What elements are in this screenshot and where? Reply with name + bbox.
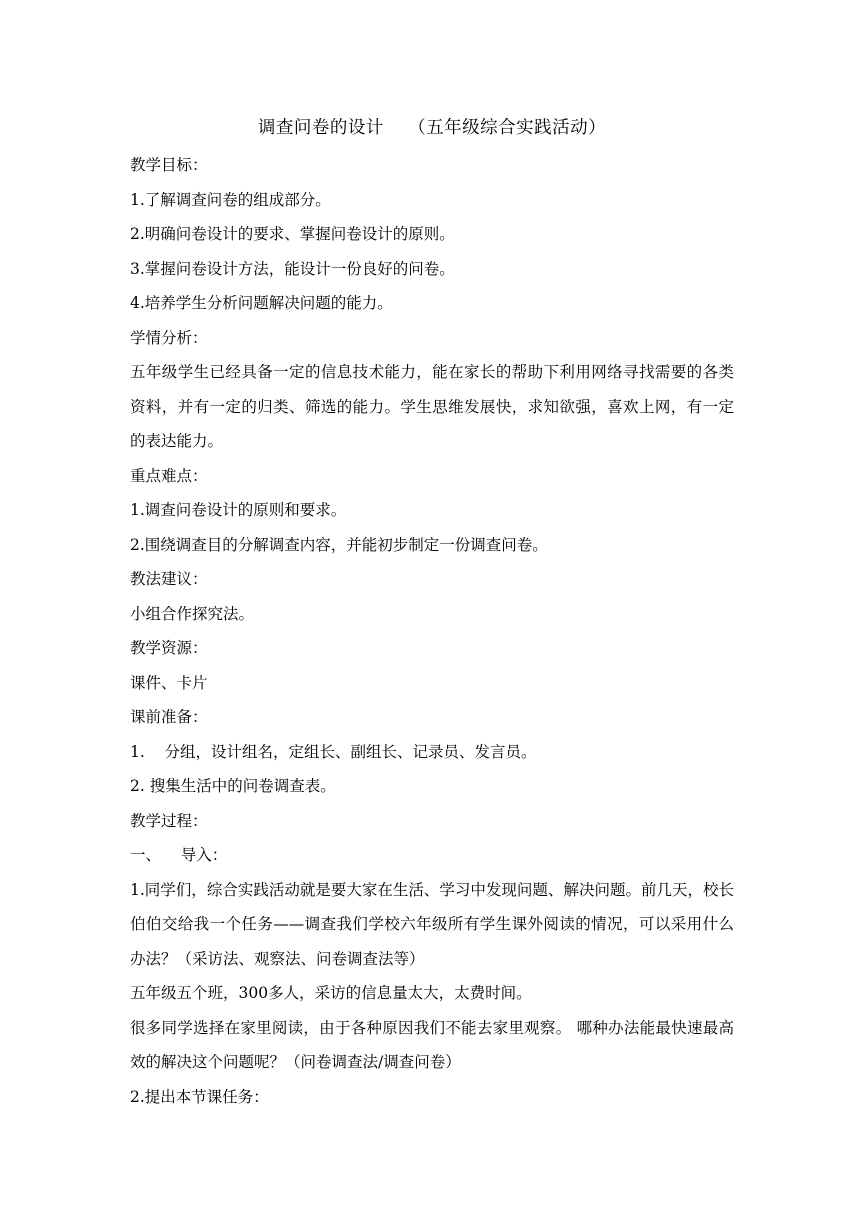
- heading-preparation: 课前准备：: [130, 708, 208, 726]
- heading-teaching-goals: 教学目标：: [130, 156, 208, 174]
- process-paragraph-3: 很多同学选择在家里阅读，由于各种原因我们不能去家里观察。 哪种办法能最快速最高效的解决这个问题呢？（问卷调查法/调查问卷）: [130, 1018, 734, 1071]
- document-title: 调查问卷的设计 （五年级综合实践活动）: [257, 118, 607, 138]
- goal-item-2: 2.明确问卷设计的要求、掌握问卷设计的原则。: [130, 225, 455, 243]
- student-analysis-paragraph: 五年级学生已经具备一定的信息技术能力，能在家长的帮助下利用网络寻找需要的各类资料，并有一定的归类、筛选的能力。学生思维发展快，求知欲强，喜欢上网，有一定的表达能力。: [130, 363, 734, 450]
- heading-teaching-process: 教学过程：: [130, 811, 208, 830]
- goal-item-3: 3.掌握问卷设计方法，能设计一份良好的问卷。: [130, 259, 455, 278]
- process-paragraph-2: 五年级五个班，300多人，采访的信息量太大，太费时间。: [130, 984, 532, 1002]
- difficulty-item-1: 1.调查问卷设计的原则和要求。: [130, 501, 347, 519]
- goal-item-4: 4.培养学生分析问题解决问题的能力。: [130, 294, 393, 312]
- process-section-intro: 一、 导入：: [130, 846, 228, 864]
- heading-key-difficulties: 重点难点：: [130, 466, 208, 485]
- document-body: [130, 112, 734, 1114]
- teaching-resources-text: 课件、卡片: [130, 673, 208, 692]
- process-item-2: 2.提出本节课任务：: [130, 1087, 269, 1106]
- process-paragraph-1: 1.同学们，综合实践活动就是要大家在生活、学习中发现问题、解决问题。前几天，校长伯伯交给我一个任务——调查我们学校六年级所有学生课外阅读的情况，可以采用什么办法？（采访法、观察法、问卷调查法等）: [130, 880, 734, 968]
- heading-teaching-method: 教法建议：: [130, 570, 208, 588]
- heading-teaching-resources: 教学资源：: [130, 639, 208, 657]
- goal-item-1: 1.了解调查问卷的组成部分。: [130, 190, 331, 209]
- teaching-method-text: 小组合作探究法。: [130, 604, 255, 623]
- preparation-item-2: 2. 搜集生活中的问卷调查表。: [130, 777, 336, 795]
- difficulty-item-2: 2.围绕调查目的分解调查内容，并能初步制定一份调查问卷。: [130, 535, 548, 554]
- heading-student-analysis: 学情分析：: [130, 328, 208, 347]
- preparation-item-1: 1. 分组，设计组名，定组长、副组长、记录员、发言员。: [130, 742, 537, 761]
